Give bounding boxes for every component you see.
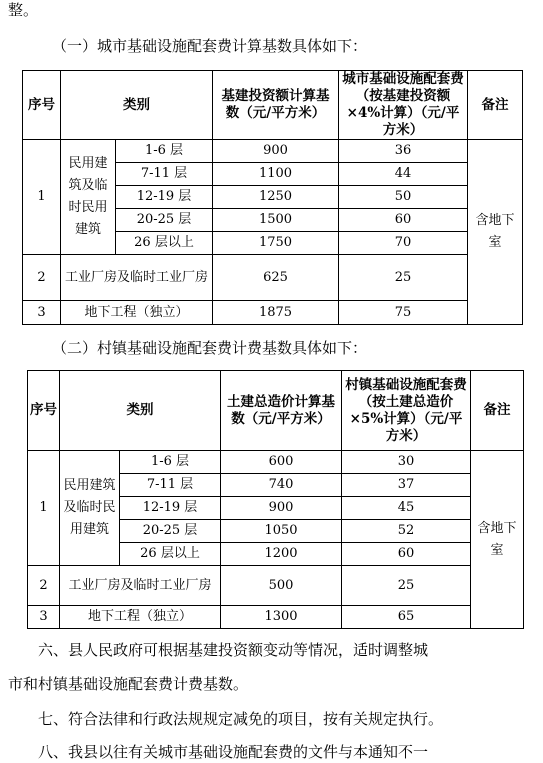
floor-range: 12-19 层 bbox=[116, 186, 213, 209]
floor-range: 20-25 层 bbox=[120, 520, 221, 543]
fee-value: 36 bbox=[339, 140, 468, 163]
civil-building-label: 民用建筑及临时民用建筑 bbox=[60, 451, 120, 566]
section1-heading: （一）城市基础设施配套费计算基数具体如下： bbox=[52, 37, 368, 55]
base-value: 900 bbox=[213, 140, 339, 163]
base-value: 600 bbox=[221, 451, 342, 474]
header-seq: 序号 bbox=[28, 371, 60, 451]
fee-value: 52 bbox=[342, 520, 471, 543]
base-value: 1750 bbox=[213, 232, 339, 255]
category-label: 地下工程（独立） bbox=[61, 301, 213, 325]
continuation-text: 整。 bbox=[8, 1, 39, 19]
category-label: 工业厂房及临时工业厂房 bbox=[60, 566, 221, 606]
fee-value: 60 bbox=[342, 543, 471, 566]
note-cell: 含地下室 bbox=[468, 140, 523, 325]
floor-range: 7-11 层 bbox=[116, 163, 213, 186]
category-label: 工业厂房及临时工业厂房 bbox=[61, 255, 213, 301]
category-label: 地下工程（独立） bbox=[60, 606, 221, 629]
fee-value: 37 bbox=[342, 474, 471, 497]
section2-heading: （二）村镇基础设施配套费计费基数具体如下： bbox=[52, 339, 368, 357]
row-seq: 1 bbox=[23, 140, 61, 255]
base-value: 1875 bbox=[213, 301, 339, 325]
header-note: 备注 bbox=[471, 371, 524, 451]
fee-value: 50 bbox=[339, 186, 468, 209]
fee-value: 30 bbox=[342, 451, 471, 474]
fee-value: 25 bbox=[342, 566, 471, 606]
header-category: 类别 bbox=[61, 71, 213, 140]
base-value: 740 bbox=[221, 474, 342, 497]
row-seq: 3 bbox=[23, 301, 61, 325]
fee-value: 65 bbox=[342, 606, 471, 629]
base-value: 1500 bbox=[213, 209, 339, 232]
note-cell: 含地下室 bbox=[471, 451, 524, 629]
paragraph-six-line2: 市和村镇基础设施配套费计费基数。 bbox=[8, 675, 249, 693]
paragraph-eight: 八、我县以往有关城市基础设施配套费的文件与本通知不一 bbox=[38, 743, 429, 761]
fee-value: 60 bbox=[339, 209, 468, 232]
village-fee-table bbox=[27, 370, 524, 629]
floor-range: 1-6 层 bbox=[116, 140, 213, 163]
city-fee-table bbox=[22, 70, 523, 325]
header-note: 备注 bbox=[468, 71, 523, 140]
floor-range: 20-25 层 bbox=[116, 209, 213, 232]
row-seq: 2 bbox=[28, 566, 60, 606]
floor-range: 26 层以上 bbox=[116, 232, 213, 255]
base-value: 1050 bbox=[221, 520, 342, 543]
floor-range: 7-11 层 bbox=[120, 474, 221, 497]
fee-value: 44 bbox=[339, 163, 468, 186]
floor-range: 26 层以上 bbox=[120, 543, 221, 566]
base-value: 1200 bbox=[221, 543, 342, 566]
header-seq: 序号 bbox=[23, 71, 61, 140]
base-value: 1300 bbox=[221, 606, 342, 629]
paragraph-seven: 七、符合法律和行政法规规定减免的项目，按有关规定执行。 bbox=[38, 710, 444, 728]
base-value: 1250 bbox=[213, 186, 339, 209]
row-seq: 2 bbox=[23, 255, 61, 301]
header-base: 土建总造价计算基数（元/平方米） bbox=[221, 371, 342, 451]
base-value: 625 bbox=[213, 255, 339, 301]
fee-value: 75 bbox=[339, 301, 468, 325]
base-value: 500 bbox=[221, 566, 342, 606]
header-fee: 城市基础设施配套费（按基建投资额×4%计算）（元/平方米） bbox=[339, 71, 468, 140]
header-base: 基建投资额计算基数（元/平方米） bbox=[213, 71, 339, 140]
header-category: 类别 bbox=[60, 371, 221, 451]
base-value: 1100 bbox=[213, 163, 339, 186]
paragraph-six-line1: 六、县人民政府可根据基建投资额变动等情况，适时调整城 bbox=[38, 641, 429, 659]
row-seq: 1 bbox=[28, 451, 60, 566]
floor-range: 12-19 层 bbox=[120, 497, 221, 520]
fee-value: 70 bbox=[339, 232, 468, 255]
civil-building-label: 民用建筑及临时民用建筑 bbox=[61, 140, 116, 255]
row-seq: 3 bbox=[28, 606, 60, 629]
header-fee: 村镇基础设施配套费（按土建总造价×5%计算）（元/平方米） bbox=[342, 371, 471, 451]
floor-range: 1-6 层 bbox=[120, 451, 221, 474]
base-value: 900 bbox=[221, 497, 342, 520]
fee-value: 25 bbox=[339, 255, 468, 301]
fee-value: 45 bbox=[342, 497, 471, 520]
